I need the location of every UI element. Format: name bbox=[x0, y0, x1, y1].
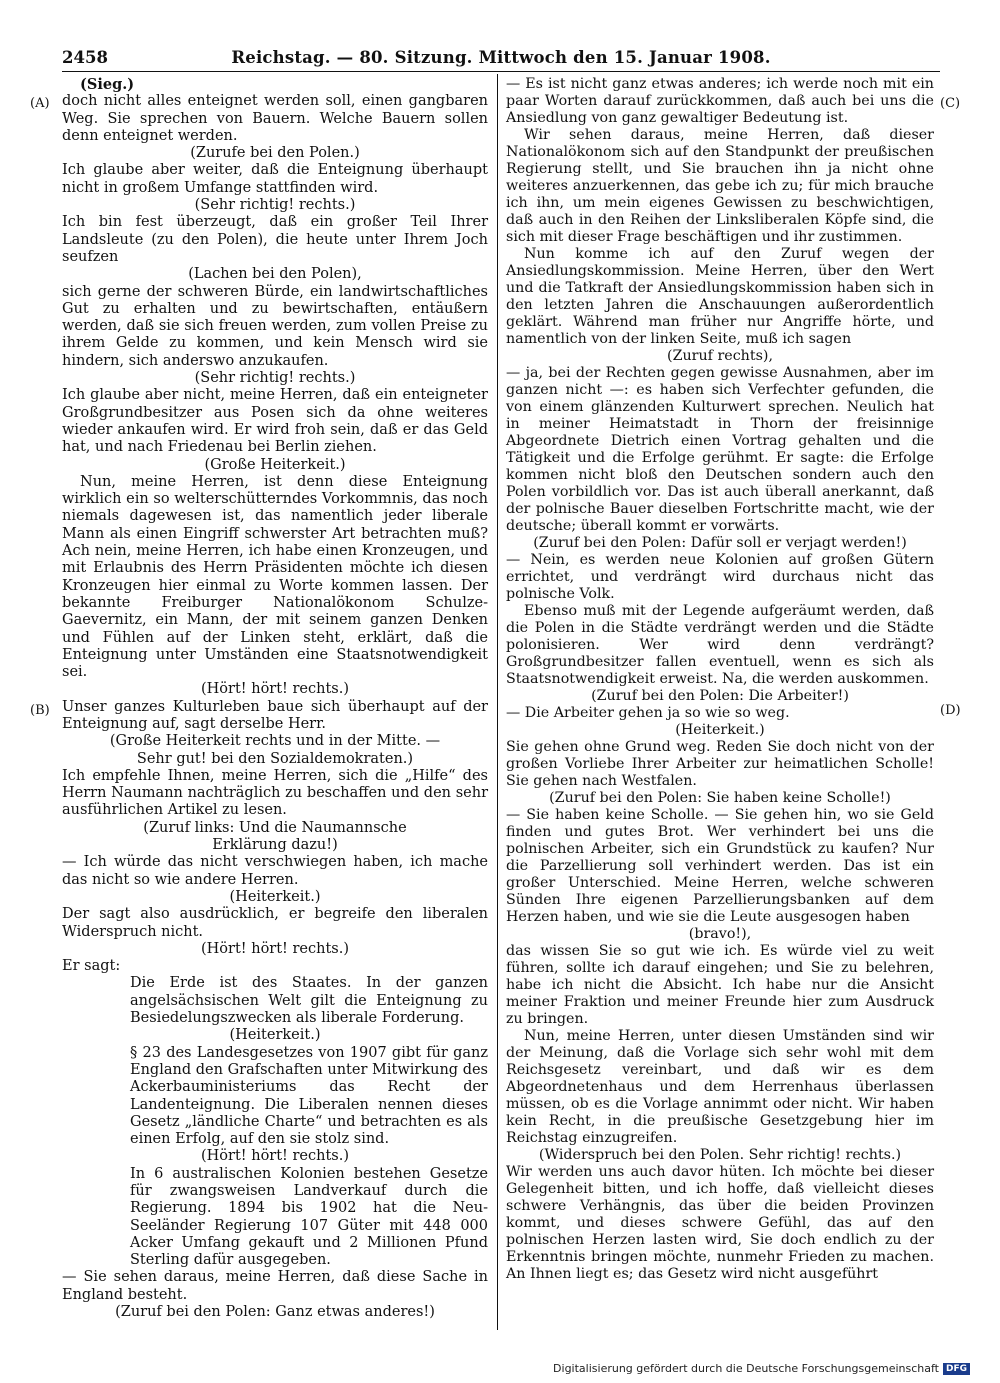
paragraph: Ich empfehle Ihnen, meine Herren, sich die „Hilfe“ des Herrn Naumann nachträglich zu beschaffen und den sehr ausführlichen Artikel zu lesen. bbox=[62, 767, 488, 819]
paragraph: Nun, meine Herren, ist denn diese Enteignung wirklich ein so welterschütterndes Vorkommnis, das noch niemals dagewesen ist, das namentlich jeder liberale Mann als einen Eingriff schwerster Art betrachten muß? Ach nein, meine Herren, ich habe einen Kronzeugen, und mit Erlaubnis des Herrn Präsidenten möchte ich diesen Kronzeugen hier einmal zu Worte kommen lassen. Der bekannte Freiburger Nationalökonom Schulze-Gaevernitz, ein Mann, der mit seinem ganzen Denken und Fühlen auf der Linken steht, erklärt, daß die Enteignung unter Umständen eine Staatsnotwendigkeit sei. bbox=[62, 473, 488, 681]
margin-marker-c: (C) bbox=[940, 96, 961, 111]
interjection: (Lachen bei den Polen), bbox=[188, 266, 362, 283]
paragraph: Unser ganzes Kulturleben baue sich überhaupt auf der Enteignung auf, sagt derselbe Herr. bbox=[62, 698, 488, 732]
interjection: (Heiterkeit.) bbox=[229, 888, 321, 905]
interjection: (Heiterkeit.) bbox=[229, 1027, 321, 1044]
header-rule bbox=[62, 71, 940, 72]
paragraph: Ich glaube aber nicht, meine Herren, daß ein enteigneter Großgrundbesitzer aus Posen sich da ohne weiteres wieder ankaufen wird. Er wird froh sein, daß er das Geld hat, und nach Friedenau bei Berlin ziehen. bbox=[62, 387, 488, 456]
margin-marker-b: (B) bbox=[30, 703, 50, 718]
paragraph: Ich glaube aber weiter, daß die Enteignung überhaupt nicht in großem Umfange stattfinden wird. bbox=[62, 162, 488, 196]
interjection: (Zuruf bei den Polen: Sie haben keine Scholle!) bbox=[549, 790, 891, 806]
paragraph: — Sie sehen daraus, meine Herren, daß diese Sache in England besteht. bbox=[62, 1269, 488, 1303]
paragraph: — Es ist nicht ganz etwas anderes; ich werde noch mit ein paar Worten darauf zurückkommen, daß auch bei uns die Ansiedlung von ganz gewaltiger Bedeutung ist. bbox=[506, 76, 934, 126]
interjection: (bravo!), bbox=[688, 926, 752, 942]
interjection: (Große Heiterkeit.) bbox=[204, 456, 346, 473]
paragraph: — Ich würde das nicht verschwiegen haben, ich mache das nicht so wie andere Herren. bbox=[62, 854, 488, 888]
interjection: (Sehr richtig! rechts.) bbox=[194, 370, 356, 387]
quoted-paragraph: Die Erde ist des Staates. In der ganzen angelsächsischen Welt gilt die Enteignung zu Besiedelungszwecken als liberale Forderung. bbox=[130, 975, 488, 1027]
right-column bbox=[506, 76, 934, 1283]
paragraph: doch nicht alles enteignet werden soll, einen gangbaren Weg. Sie sprechen von Bauern. Welche Bauern sollen denn enteignet werden. bbox=[62, 93, 488, 144]
paragraph: Der sagt also ausdrücklich, er begreife den liberalen Widerspruch nicht. bbox=[62, 906, 488, 940]
paragraph: — ja, bei der Rechten gegen gewisse Ausnahmen, aber im ganzen nicht —: es haben sich Verfechter gefunden, die von einem glänzenden Kulturwert sprechen. Neulich hat in meiner Heimatstadt in Thorn der freisinnige Abgeordnete Dietrich einen Vortrag gehalten und die Tätigkeit und die Erfolge gerühmt. Er sagte: die Erfolge kommen nicht bloß den Deutschen sondern auch den Polen vorbildlich vor. Das ist auch überall anerkannt, daß der polnische Bauer dieselben Fortschritte macht, wie der deutsche; überall kommt er vorwärts. bbox=[506, 365, 934, 534]
column-divider bbox=[497, 74, 498, 1330]
paragraph: Er sagt: bbox=[62, 958, 121, 975]
page-number: 2458 bbox=[62, 48, 108, 67]
interjection: (Hört! hört! rechts.) bbox=[201, 1148, 349, 1165]
interjection: (Große Heiterkeit rechts und in der Mitte. — Sehr gut! bei den Sozialdemokraten.) bbox=[109, 733, 441, 767]
paragraph: Wir werden uns auch davor hüten. Ich möchte bei dieser Gelegenheit bitten, und ich hoffe, daß vielleicht dieses schwere Verhängnis, das über die beiden Provinzen kommt, und dieses schwere Gefühl, das auf den polnischen Herzen lasten wird, Sie doch endlich zu der Erkenntnis bringen möchte, nunmehr Frieden zu machen. An Ihnen liegt es; das Gesetz wird nicht ausgeführt bbox=[506, 1164, 934, 1282]
paragraph: das wissen Sie so gut wie ich. Es würde viel zu weit führen, sollte ich darauf eingehen; und Sie zu belehren, habe ich nicht die Absicht. Ich habe nur die Ansicht meiner Fraktion und meiner Freunde hier zum Ausdruck zu bringen. bbox=[506, 943, 934, 1027]
paragraph: Ebenso muß mit der Legende aufgeräumt werden, daß die Polen in die Städte verdrängt werden und die Städte polonisieren. Wer wird denn verdrängt? Großgrundbesitzer fallen eventuell, wenn es sich als Staatsnotwendigkeit erweist. Na, die werden auskommen. bbox=[506, 603, 934, 687]
speaker-name: (Sieg.) bbox=[80, 76, 135, 93]
interjection: (Hört! hört! rechts.) bbox=[201, 681, 349, 698]
interjection: (Hört! hört! rechts.) bbox=[201, 940, 349, 957]
interjection: (Sehr richtig! rechts.) bbox=[194, 197, 356, 214]
paragraph: sich gerne der schweren Bürde, ein landwirtschaftliches Gut zu erhalten und zu bewirtschaften, entäußern werden, daß sie sich freuen werden, zum vollen Preise zu ihrem Gelde zu kommen, und kein Mensch wird sie hindern, sich anderswo anzukaufen. bbox=[62, 283, 488, 369]
interjection: (Zuruf bei den Polen: Dafür soll er verjagt werden!) bbox=[533, 535, 907, 551]
quoted-paragraph: In 6 australischen Kolonien bestehen Gesetze für zwangsweisen Landverkauf durch die Regierung. 1894 bis 1902 hat die Neu-Seeländer Regierung 107 Güter mit 448 000 Acker Umfang gekauft und 2 Millionen Pfund Sterling dafür ausgegeben. bbox=[130, 1165, 488, 1269]
paragraph: Nun, meine Herren, unter diesen Umständen sind wir der Meinung, daß die Vorlage sich sehr wohl mit dem Reichsgesetz vereinbart, und daß wir es dem Abgeordnetenhaus und dem Herrenhaus überlassen müssen, ob es die Vorlage annimmt oder nicht. Wir haben kein Recht, in die preußische Gesetzgebung hier im Reichstag einzugreifen. bbox=[506, 1028, 934, 1146]
paragraph: — Die Arbeiter gehen ja so wie so weg. bbox=[506, 705, 790, 721]
interjection: (Zuruf links: Und die Naumannsche Erklärung dazu!) bbox=[143, 819, 407, 854]
paragraph: — Sie haben keine Scholle. — Sie gehen hin, wo sie Geld finden und gutes Brot. Wer verhindert bei uns die polnischen Arbeiter, sich ein Grundstück zu kaufen? Nur die Parzellierung soll verhindert werden. Das ist ein großer Unterschied. Meine Herren, welche schweren Sünden Ihre eigenen Parzellierungsbanken auf dem Herzen haben, und wie sie die Leute ausgesogen haben bbox=[506, 807, 934, 925]
interjection: (Heiterkeit.) bbox=[675, 722, 765, 738]
funding-note: Digitalisierung gefördert durch die Deutsche Forschungsgemeinschaft bbox=[553, 1362, 939, 1375]
interjection: (Widerspruch bei den Polen. Sehr richtig! rechts.) bbox=[538, 1147, 902, 1163]
quoted-paragraph: § 23 des Landesgesetzes von 1907 gibt für ganz England den Grafschaften unter Mitwirkung des Ackerbauministeriums das Recht der Landenteignung. Die Liberalen nennen dieses Gesetz „ländliche Charte“ und betrachten es als einen Erfolg, auf den sie stolz sind. bbox=[130, 1044, 488, 1148]
paragraph: Ich bin fest überzeugt, daß ein großer Teil Ihrer Landsleute (zu den Polen), die heute unter Ihrem Joch seufzen bbox=[62, 214, 488, 265]
interjection: (Zuruf rechts), bbox=[667, 348, 773, 364]
page-header bbox=[62, 48, 940, 70]
paragraph: Nun komme ich auf den Zuruf wegen der Ansiedlungskommission. Meine Herren, über den Wert und die Tatkraft der Ansiedlungskommission haben sich in den letzten Jahren die Anschauungen außerordentlich geklärt. Während man früher nur Angriffe hörte, und namentlich von der linken Seite, muß ich sagen bbox=[506, 246, 934, 347]
dfg-logo: DFG bbox=[943, 1363, 970, 1375]
paragraph: — Nein, es werden neue Kolonien auf großen Gütern errichtet, und verdrängt wird durchaus nicht das polnische Volk. bbox=[506, 552, 934, 602]
margin-marker-d: (D) bbox=[940, 703, 961, 718]
margin-marker-a: (A) bbox=[30, 96, 50, 111]
interjection: (Zurufe bei den Polen.) bbox=[190, 145, 360, 162]
interjection: (Zuruf bei den Polen: Ganz etwas anderes!) bbox=[115, 1304, 435, 1321]
paragraph: Sie gehen ohne Grund weg. Reden Sie doch nicht von der großen Vorliebe Ihrer Arbeiter zur heimatlichen Scholle! Sie gehen nach Westfalen. bbox=[506, 739, 934, 789]
paragraph: Wir sehen daraus, meine Herren, daß dieser Nationalökonom sich auf den Standpunkt der preußischen Regierung stellt, und Sie brauchen ihn ja nicht ohne weiteres anzuerkennen, das gebe ich zu; für mich brauche ich ihn, um mein eigenes Gewissen zu beschwichtigen, daß auch in den Reihen der Linksliberalen Köpfe sind, die sich mit dieser Frage beschäftigen und ihr zustimmen. bbox=[506, 127, 934, 245]
interjection: (Zuruf bei den Polen: Die Arbeiter!) bbox=[591, 688, 849, 704]
left-column bbox=[62, 76, 488, 1321]
running-title: Reichstag. — 80. Sitzung. Mittwoch den 15. Januar 1908. bbox=[231, 48, 771, 67]
footer bbox=[553, 1362, 970, 1375]
